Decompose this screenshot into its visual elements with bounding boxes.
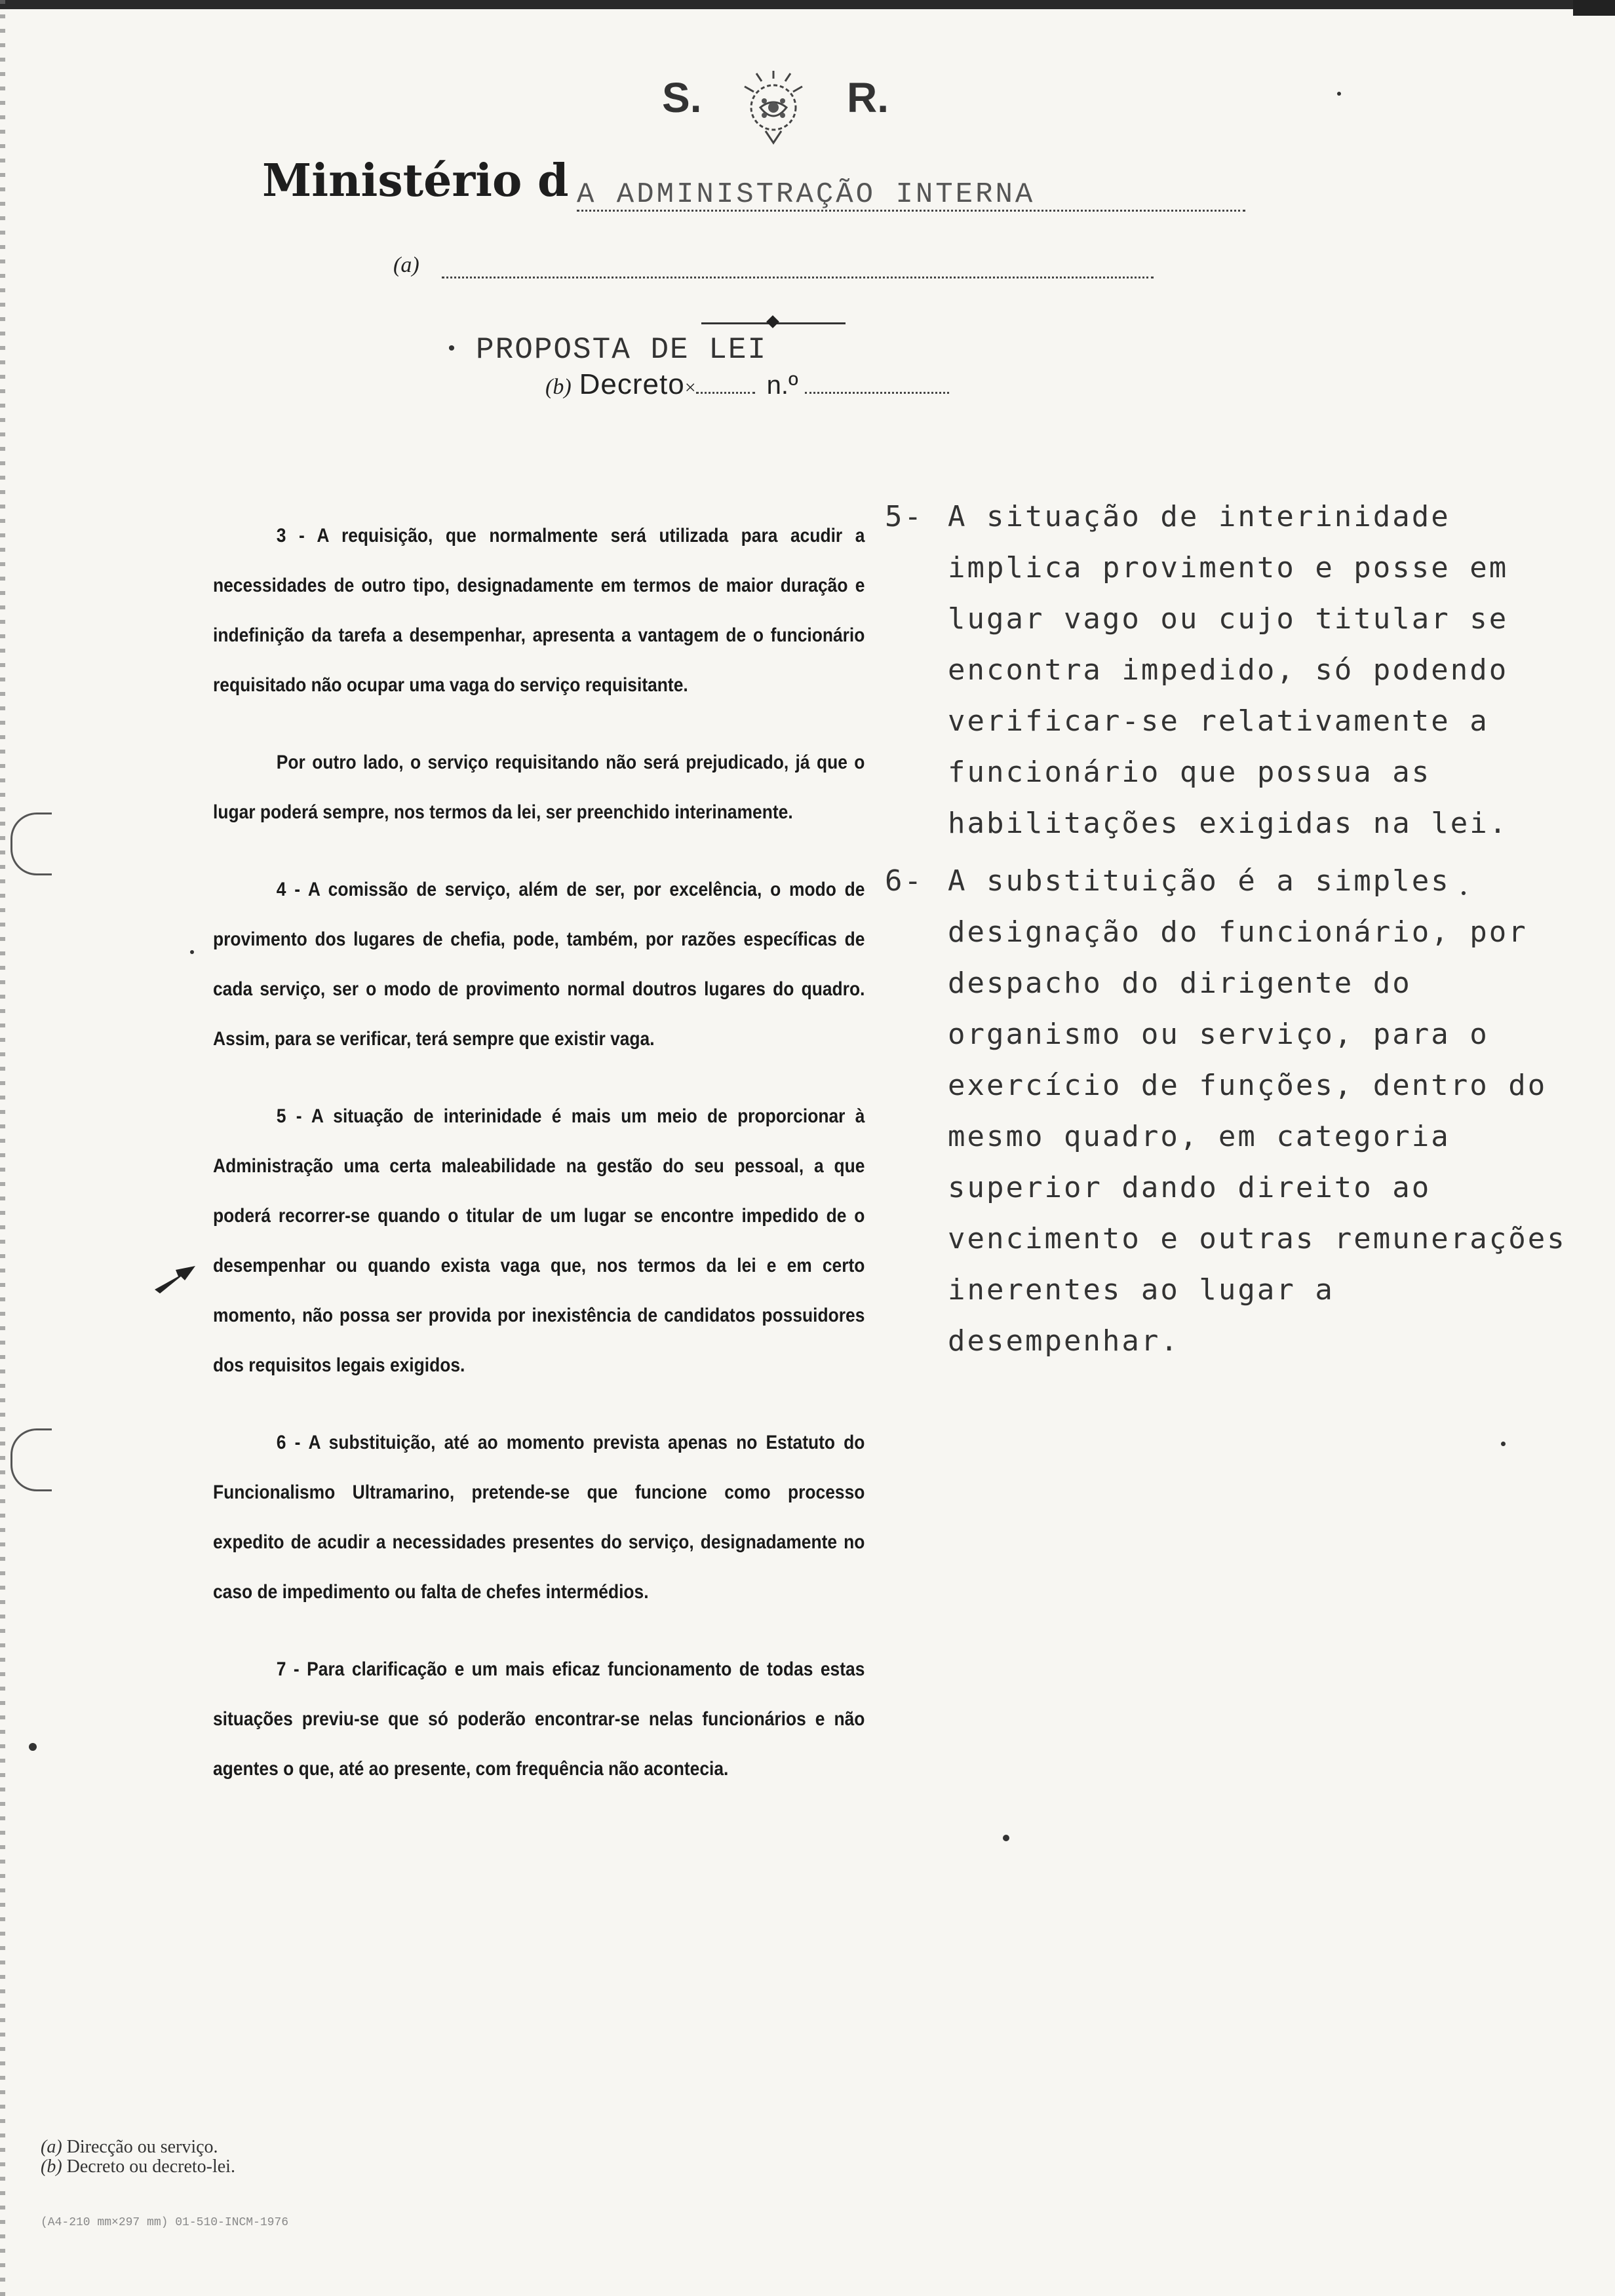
scan-speck xyxy=(1462,891,1466,895)
scan-margin-bracket xyxy=(10,1428,52,1491)
coat-of-arms-emblem-icon xyxy=(728,66,819,151)
scan-speck xyxy=(1003,1835,1009,1841)
proposta-text: PROPOSTA DE LEI xyxy=(476,333,768,367)
footnote-b-text: Decreto ou decreto-lei. xyxy=(66,2156,235,2177)
article-item-6 xyxy=(885,856,1573,1367)
strike-mark: × xyxy=(684,377,696,398)
article-item-5 xyxy=(885,491,1573,849)
decreto-word: Decreto xyxy=(579,368,685,400)
field-a-dotted-line xyxy=(442,277,1154,278)
ministry-line xyxy=(262,155,1245,227)
scan-speck xyxy=(1337,92,1341,96)
republic-header xyxy=(649,66,905,151)
footnote-b-label: (b) xyxy=(41,2156,62,2177)
field-b-label: (b) xyxy=(545,375,572,399)
right-column-text xyxy=(885,491,1573,1373)
paragraph-3: 3 - A requisição, que normalmente será utilizada para acudir a necessidades de outro tipo, designadamente em termos de maior duração e indefinição da tarefa a desempenhar, apresenta a vantagem de o funcionário requisitado não ocupar uma vaga do serviço requisitante. xyxy=(213,525,865,696)
margin-arrow-mark-icon xyxy=(152,1263,198,1296)
item-number: 5- xyxy=(885,500,924,533)
field-a-label: (a) xyxy=(393,253,419,277)
scan-speck xyxy=(190,950,194,954)
paragraph-3-cont: Por outro lado, o serviço requisitando não será prejudicado, já que o lugar poderá sempre, nos termos da lei, ser preenchido interinamente. xyxy=(213,752,865,823)
scan-speck xyxy=(1501,1442,1506,1446)
header-letter-s: S. xyxy=(662,74,702,121)
ministry-label: Ministério d xyxy=(262,155,569,207)
left-column-text xyxy=(213,511,868,1822)
scan-margin-bracket xyxy=(10,813,52,875)
item-text: A situação de interinidade implica provimento e posse em lugar vago ou cujo titular se encontra impedido, só podendo verificar-se relativamente a funcionário que possua as habilitações exigidas na lei. xyxy=(948,500,1509,840)
document-type-title xyxy=(446,333,767,367)
paragraph-7: 7 - Para clarificação e um mais eficaz funcionamento de todas estas situações previu-se que só poderão encontrar-se nelas funcionários e não agentes o que, até ao presente, com frequência não acontecia. xyxy=(213,1658,865,1780)
numero-dotted-line xyxy=(805,392,949,394)
decoration-diamond xyxy=(766,315,779,328)
ministry-dotted-line xyxy=(577,210,1245,212)
item-text: A substituição é a simples designação do funcionário, por despacho do dirigente do organismo ou serviço, para o exercício de funções, dentro do mesmo quadro, em categoria superior dando direito ao vencimento e outras remunerações inerentes ao lugar a desempenhar. xyxy=(948,864,1566,1358)
paragraph-4: 4 - A comissão de serviço, além de ser, por excelência, o modo de provimento dos lugares de chefia, pode, também, por razões específicas de cada serviço, ser o modo de provimento normal doutros lugares do quadro. Assim, para se verificar, terá sempre que existir vaga. xyxy=(213,879,865,1050)
scan-speck xyxy=(29,1743,37,1751)
form-identifier: (A4-210 mm×297 mm) 01-510-INCM-1976 xyxy=(41,2216,289,2229)
footnote-a xyxy=(41,2137,235,2157)
decreto-number-line xyxy=(545,368,1017,408)
service-field xyxy=(393,253,1154,286)
header-letter-r: R. xyxy=(847,74,889,121)
ministry-name: A ADMINISTRAÇÃO INTERNA xyxy=(577,178,1036,211)
footnote-a-text: Direcção ou serviço. xyxy=(66,2137,218,2157)
item-number: 6- xyxy=(885,864,924,898)
scan-corner-mark xyxy=(1573,0,1615,16)
bullet-dot: • xyxy=(446,338,459,361)
footnote-a-label: (a) xyxy=(41,2137,62,2157)
footnote-b xyxy=(41,2157,235,2177)
decreto-dotted-line xyxy=(696,392,755,394)
footnotes xyxy=(41,2137,235,2177)
scan-top-border xyxy=(0,0,1573,9)
numero-label: n.º xyxy=(766,371,798,400)
paragraph-5: 5 - A situação de interinidade é mais um meio de proporcionar à Administração uma certa maleabilidade na gestão do seu pessoal, a que poderá recorrer-se quando o titular de um lugar se encontre impedido de o desempenhar ou quando exista vaga que, nos termos da lei e em certo momento, não possa ser provida por inexistência de candidatos possuidores dos requisitos legais exigidos. xyxy=(213,1105,865,1376)
paragraph-6: 6 - A substituição, até ao momento prevista apenas no Estatuto do Funcionalismo Ultramarino, pretende-se que funcione como processo expedito de acudir a necessidades presentes do serviço, designadamente no caso de impedimento ou falta de chefes intermédios. xyxy=(213,1432,865,1603)
scan-left-edge xyxy=(0,0,5,2296)
